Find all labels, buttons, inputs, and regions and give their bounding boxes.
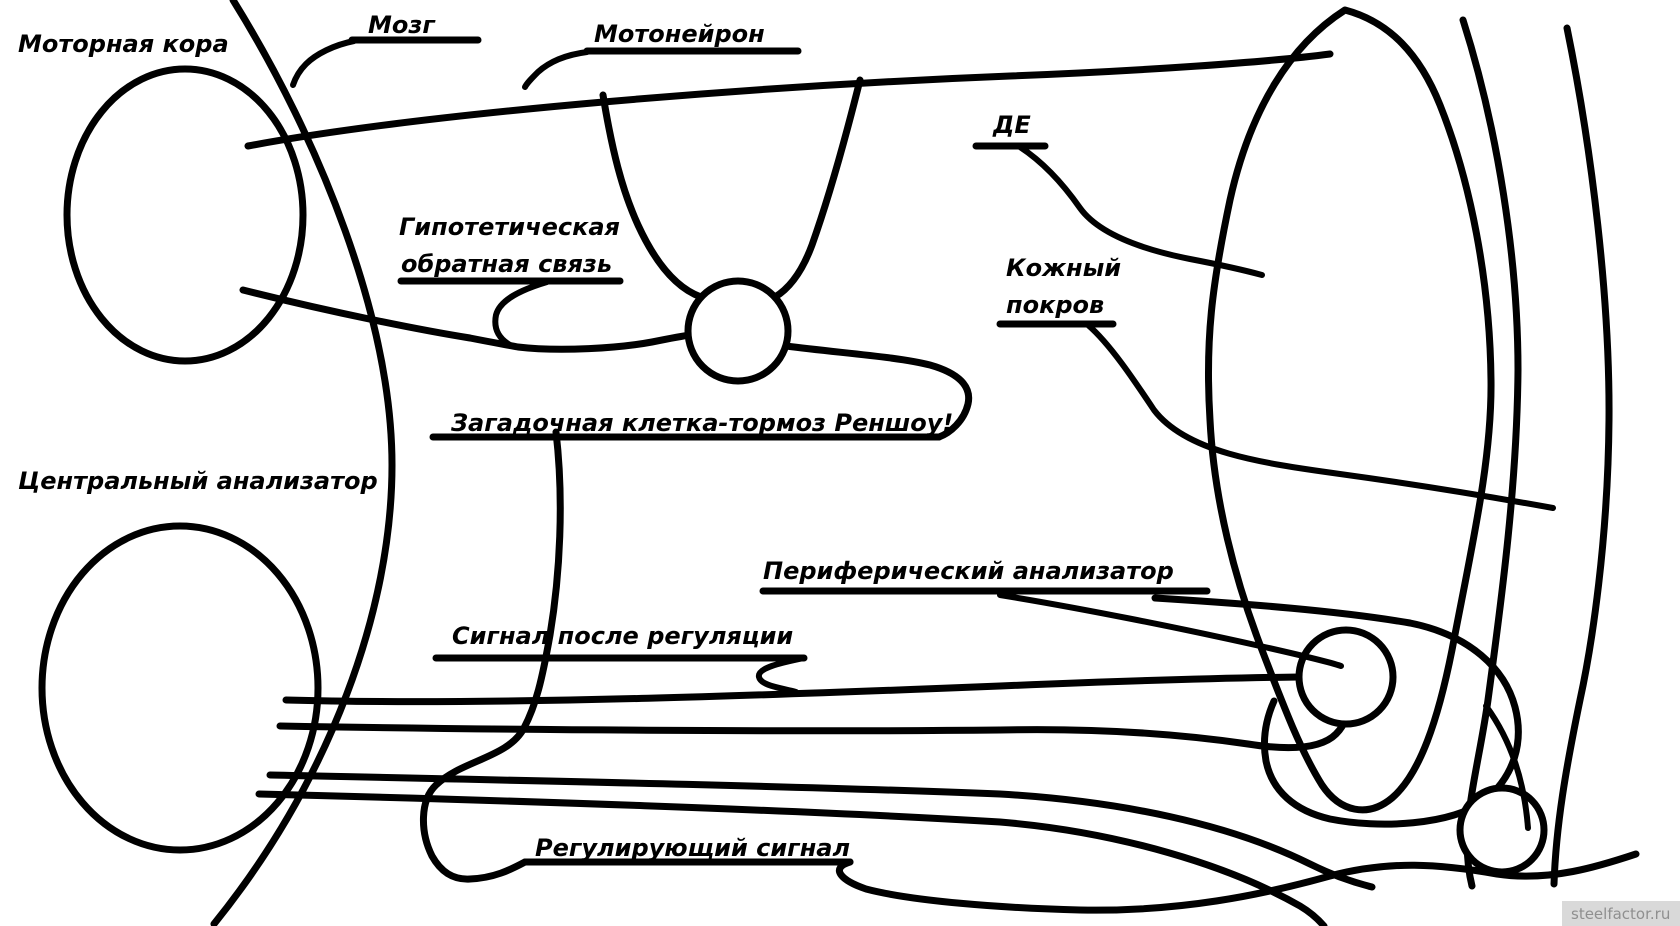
brain-label: Мозг: [368, 11, 435, 39]
feedback-label-line1: Гипотетическая: [399, 213, 620, 241]
feedback-label-line2: обратная связь: [401, 250, 613, 278]
motoneuron-dendrite-left: [603, 95, 701, 297]
feedback-label-pointer: [495, 282, 547, 346]
motoneuron-dendrite-right: [775, 80, 860, 297]
renshaw-label: Загадочная клетка-тормоз Реншоу!: [451, 409, 954, 437]
efferent-fiber-2: [280, 707, 1346, 748]
regulating-signal-label: Регулирующий сигнал: [535, 834, 851, 862]
brain-label-pointer: [293, 41, 354, 85]
motoneuron-label: Мотонейрон: [594, 20, 765, 48]
skin-label-line1: Кожный: [1006, 254, 1122, 282]
motor-unit-label: ДЕ: [993, 111, 1031, 139]
skin-line-outer: [1554, 28, 1609, 884]
corticofugal-axon: [248, 54, 1330, 146]
watermark: [1562, 901, 1680, 926]
tendon-organ-circle: [1460, 788, 1544, 872]
central-analyzer-ellipse: [42, 526, 318, 850]
signal-label-pointer: [759, 658, 804, 692]
peripheral-analyzer-label: Периферический анализатор: [763, 557, 1174, 585]
signal-after-regulation-label: Сигнал после регуляции: [452, 622, 794, 650]
skin-label-line2: покров: [1006, 291, 1105, 319]
motor-cortex-ellipse: [67, 69, 303, 361]
central-analyzer-label: Центральный анализатор: [18, 467, 378, 495]
muscle-spindle-circle: [1299, 630, 1393, 724]
watermark-text: steelfactor.ru: [1571, 905, 1671, 923]
efferent-fiber-3: [270, 775, 1372, 887]
renshaw-cell-circle: [688, 281, 788, 381]
motoneuron-label-pointer: [525, 52, 587, 87]
feedback-axon: [243, 290, 690, 349]
motor-cortex-label: Моторная кора: [18, 30, 229, 58]
